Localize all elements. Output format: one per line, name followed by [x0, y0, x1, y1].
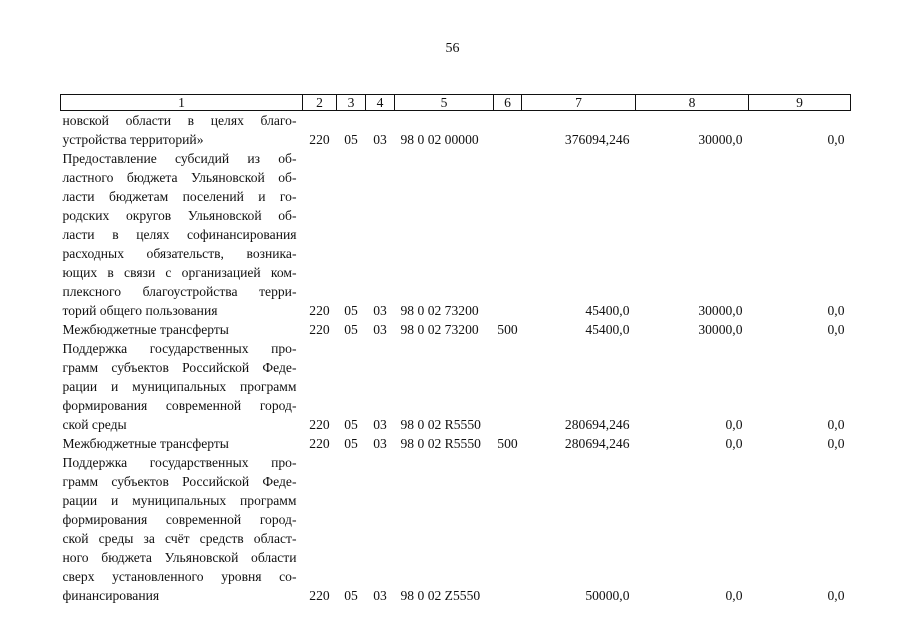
- row-name-line: финансирования: [62, 588, 160, 603]
- row-name-line: ющих в связи с организацией ком-: [62, 265, 297, 280]
- cell-c6: [494, 111, 522, 150]
- row-name-line: грамм субъектов Российской Феде-: [62, 360, 297, 375]
- cell-c4: 03: [373, 588, 387, 603]
- row-name-line: формирования современной город-: [62, 512, 297, 527]
- row-name-line: сверх установленного уровня со-: [62, 569, 297, 584]
- cell-c9: 0,0: [827, 588, 845, 603]
- cell-c9: 0,0: [827, 436, 845, 451]
- cell-c6: 500: [497, 436, 518, 451]
- cell-c3: 05: [344, 588, 358, 603]
- row-name-line: плексного благоустройства терри-: [62, 284, 297, 299]
- cell-c5: 98 0 02 73200: [400, 322, 479, 337]
- row-name-line: Межбюджетные трансферты: [62, 322, 229, 337]
- row-name-cell: [61, 434, 303, 453]
- cell-c7: 50000,0: [585, 588, 630, 603]
- cell-c6: [494, 339, 522, 434]
- cell-c4: 03: [373, 417, 387, 432]
- cell-c3: 05: [344, 132, 358, 147]
- table-row: [61, 434, 851, 453]
- cell-c7: 280694,246: [564, 417, 630, 432]
- row-name-line: рации и муниципальных программ: [62, 493, 297, 508]
- row-name-cell: [61, 453, 303, 605]
- cell-c4: 03: [373, 322, 387, 337]
- row-name-line: ской среды: [62, 417, 127, 432]
- cell-c8: 30000,0: [698, 303, 743, 318]
- row-name-line: Межбюджетные трансферты: [62, 436, 229, 451]
- table-body: [61, 111, 851, 606]
- cell-c3: 05: [344, 417, 358, 432]
- column-header: 4: [366, 95, 395, 111]
- row-name-line: новской области в целях благо-: [62, 113, 297, 128]
- budget-table: [60, 94, 851, 605]
- cell-c9: 0,0: [827, 322, 845, 337]
- table-row: [61, 111, 851, 150]
- cell-c7: 45400,0: [585, 303, 630, 318]
- cell-c5: 98 0 02 73200: [400, 303, 479, 318]
- cell-c4: 03: [373, 132, 387, 147]
- row-name-cell: [61, 320, 303, 339]
- cell-c5: 98 0 02 Z5550: [400, 588, 481, 603]
- table-row: [61, 339, 851, 434]
- row-name-line: расходных обязательств, возника-: [62, 246, 297, 261]
- row-name-cell: [61, 149, 303, 320]
- column-header: 7: [522, 95, 636, 111]
- table-row: [61, 149, 851, 320]
- row-name-line: ской среды за счёт средств област-: [62, 531, 297, 546]
- cell-c9: 0,0: [827, 417, 845, 432]
- column-header: 2: [303, 95, 337, 111]
- cell-c8: 30000,0: [698, 322, 743, 337]
- cell-c8: 30000,0: [698, 132, 743, 147]
- cell-c9: 0,0: [827, 303, 845, 318]
- row-name-line: родских округов Ульяновской об-: [62, 208, 297, 223]
- cell-c9: 0,0: [827, 132, 845, 147]
- row-name-line: устройства территорий»: [62, 132, 204, 147]
- cell-c7: 45400,0: [585, 322, 630, 337]
- row-name-cell: [61, 339, 303, 434]
- cell-c5: 98 0 02 00000: [400, 132, 479, 147]
- cell-c2: 220: [309, 322, 330, 337]
- row-name-line: грамм субъектов Российской Феде-: [62, 474, 297, 489]
- cell-c6: [494, 453, 522, 605]
- table-row: [61, 320, 851, 339]
- cell-c3: 05: [344, 322, 358, 337]
- cell-c2: 220: [309, 436, 330, 451]
- row-name-line: ластного бюджета Ульяновской об-: [62, 170, 297, 185]
- cell-c8: 0,0: [725, 417, 743, 432]
- cell-c2: 220: [309, 417, 330, 432]
- cell-c7: 376094,246: [564, 132, 630, 147]
- cell-c5: 98 0 02 R5550: [400, 417, 481, 432]
- row-name-line: ласти бюджетам поселений и го-: [62, 189, 297, 204]
- column-header: 6: [494, 95, 522, 111]
- cell-c2: 220: [309, 303, 330, 318]
- row-name-line: торий общего пользования: [62, 303, 218, 318]
- row-name-line: Предоставление субсидий из об-: [62, 151, 297, 166]
- row-name-line: формирования современной город-: [62, 398, 297, 413]
- row-name-line: ного бюджета Ульяновской области: [62, 550, 297, 565]
- cell-c6: [494, 149, 522, 320]
- table-row: [61, 453, 851, 605]
- row-name-line: Поддержка государственных про-: [62, 341, 297, 356]
- row-name-line: рации и муниципальных программ: [62, 379, 297, 394]
- page-number: 56: [445, 41, 460, 56]
- cell-c8: 0,0: [725, 588, 743, 603]
- cell-c8: 0,0: [725, 436, 743, 451]
- cell-c7: 280694,246: [564, 436, 630, 451]
- table-header-row: [61, 95, 851, 111]
- cell-c6: 500: [497, 322, 518, 337]
- cell-c4: 03: [373, 436, 387, 451]
- cell-c3: 05: [344, 303, 358, 318]
- column-header: 9: [749, 95, 851, 111]
- row-name-line: ласти в целях софинансирования: [62, 227, 297, 242]
- cell-c2: 220: [309, 132, 330, 147]
- cell-c4: 03: [373, 303, 387, 318]
- cell-c3: 05: [344, 436, 358, 451]
- column-header: 5: [395, 95, 494, 111]
- column-header: 3: [337, 95, 366, 111]
- cell-c5: 98 0 02 R5550: [400, 436, 481, 451]
- row-name-cell: [61, 111, 303, 150]
- cell-c2: 220: [309, 588, 330, 603]
- column-header: 1: [61, 95, 303, 111]
- row-name-line: Поддержка государственных про-: [62, 455, 297, 470]
- column-header: 8: [636, 95, 749, 111]
